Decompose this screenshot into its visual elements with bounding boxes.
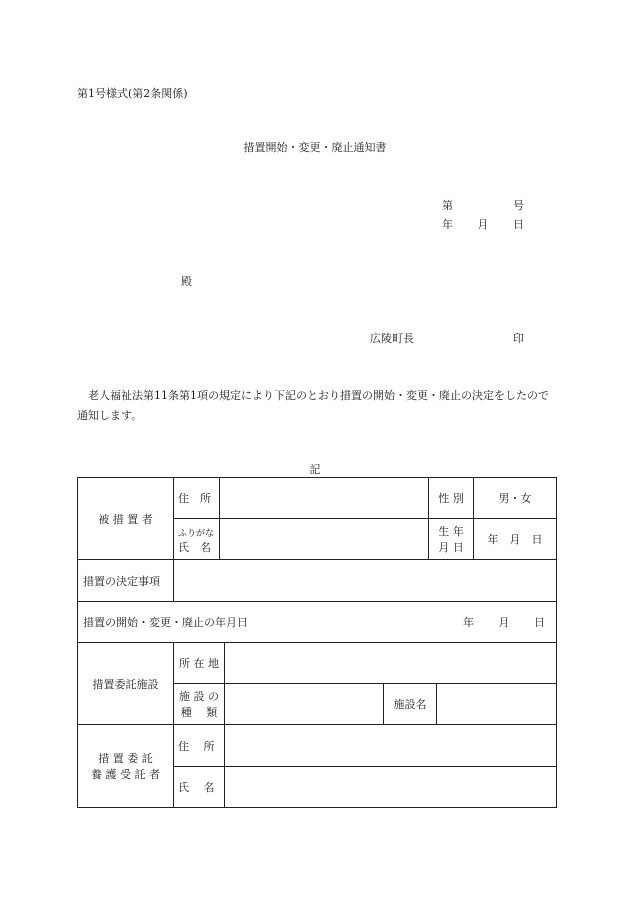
caretaker-label-top: 措 置 委 託	[98, 752, 153, 765]
number-suffix: 号	[513, 199, 524, 212]
caretaker-address-field[interactable]	[225, 725, 556, 766]
facility-name-label: 施設名	[393, 698, 427, 711]
ki-label: 記	[309, 463, 321, 476]
location-field[interactable]	[225, 643, 556, 683]
seal-mark: 印	[513, 332, 524, 345]
caretaker-address-label: 住 所	[178, 739, 215, 753]
facility-type-top: 施 設 の	[179, 690, 219, 703]
period-year: 年	[463, 616, 474, 629]
birth-date[interactable]: 年 月 日	[487, 533, 543, 546]
location-label: 所 在 地	[179, 657, 219, 670]
number-prefix: 第	[442, 199, 453, 212]
address-field[interactable]	[220, 478, 428, 518]
decision-label: 措置の決定事項	[83, 574, 160, 588]
address-label: 住 所	[178, 492, 211, 505]
form-number: 第1号様式(第2条関係)	[77, 87, 188, 100]
caretaker-name-field[interactable]	[225, 767, 556, 807]
recipient-label: 被 措 置 者	[98, 512, 153, 526]
issuer-title: 広陵町長	[370, 332, 414, 345]
facility-label: 措置委託施設	[92, 677, 159, 691]
facility-type-field[interactable]	[225, 684, 383, 724]
gender-value[interactable]: 男・女	[498, 492, 532, 505]
facility-type-bottom: 種 類	[180, 706, 218, 719]
birth-label-top: 生 年	[438, 525, 464, 538]
period-label: 措置の開始・変更・廃止の年月日	[83, 616, 248, 629]
date-day: 日	[513, 218, 524, 231]
birth-label-bottom: 月 日	[438, 541, 464, 554]
period-day: 日	[534, 616, 545, 629]
facility-type-label	[174, 684, 224, 724]
decision-field[interactable]	[174, 560, 556, 601]
addressee-suffix: 殿	[181, 275, 192, 288]
facility-name-field[interactable]	[437, 684, 556, 724]
date-month: 月	[477, 218, 489, 231]
furigana-label: ふりがな	[178, 528, 215, 539]
period-month: 月	[498, 616, 510, 629]
body-text: 老人福祉法第11条第1項の規定により下記のとおり措置の開始・変更・廃止の決定をしたので通知します。	[77, 389, 549, 422]
name-label-block	[178, 521, 219, 559]
caretaker-label	[78, 725, 173, 807]
caretaker-name-label: 氏 名	[178, 781, 215, 794]
name-label: 氏 名	[178, 540, 211, 554]
caretaker-label-bottom: 養 護 受 託 者	[91, 768, 160, 781]
gender-label: 性 別	[438, 492, 464, 505]
name-field[interactable]	[220, 519, 428, 559]
period-date[interactable]	[463, 602, 545, 642]
document-title: 措置開始・変更・廃止通知書	[243, 141, 387, 154]
birth-label-block	[429, 519, 473, 559]
date-year: 年	[442, 218, 453, 231]
